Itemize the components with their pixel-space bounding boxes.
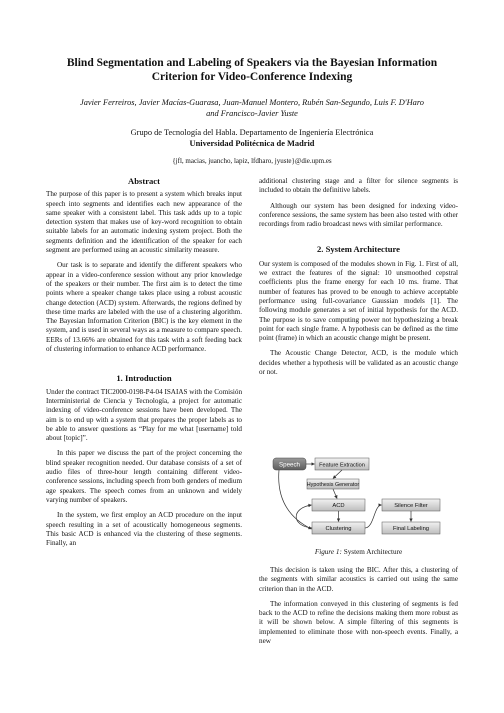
affiliation-university: Universidad Politécnica de Madrid <box>189 139 315 148</box>
final-labeling-block <box>382 522 440 534</box>
paper-title <box>40 56 464 84</box>
affiliation-group: Grupo de Tecnología del Habla. Departamento de Ingeniería Electrónica <box>130 128 374 137</box>
title-line-2: Criterion for Video-Conference Indexing <box>151 71 353 83</box>
author-emails: {jfl, macias, juancho, lapiz, lfdharo, jyuste}@die.upm.es <box>172 157 332 165</box>
svg-text:Feature Extraction: Feature Extraction <box>319 462 365 469</box>
introduction-paragraph-2: In this paper we discuss the part of the project concerning the blind speaker recognition needed. Our database consists of a set of audio files of three-hour length containing different video-conference sessions, including speech from both genders of medium age speakers. The speech comes from an unknown and widely varying number of speakers. <box>46 449 242 504</box>
right-column-top <box>259 177 458 377</box>
architecture-paragraph-1: Our system is composed of the modules shown in Fig. 1. First of all, we extract the features of the signal: 10 unsmoothed cepstral coefficients plus the frame energy for each 10 ms. frame. That number of features has proved to be enough to achieve acceptable performance using full-covariance Gaussian models [1]. The following module generates a set of initial hypothesis for the ACD. The purpose is to save computing power not hypothesizing a break point for each single frame. A hypothesis can be defined as the time point (frame) in which an acoustic change might be present. <box>259 259 458 343</box>
clustering-block <box>312 522 365 534</box>
authors-line-1: Javier Ferreiros, Javier Macías-Guarasa, Juan-Manuel Montero, Rubén San-Segundo, Luis F. D'Haro <box>80 98 424 107</box>
authors-line-2: and Francisco-Javier Yuste <box>206 109 298 118</box>
introduction-paragraph-1: Under the contract TIC2000-0198-P4-04 ISAIAS with the Comisión Interministerial de Ciencia y Tecnología, a project for automatic indexing of video-conference sessions have been developed. The aim is to end up with a system that prepares the proper labels as to be able to answer questions as “Play for me what [username] told about [topic]”. <box>46 387 243 443</box>
architecture-heading: 2. System Architecture <box>317 244 400 255</box>
feature-extraction-block <box>315 458 369 470</box>
abstract-heading: Abstract <box>128 176 160 186</box>
introduction-heading: 1. Introduction <box>116 373 172 384</box>
left-column <box>46 177 242 548</box>
arrow-speech-to-clustering <box>279 470 312 529</box>
svg-text:ACD: ACD <box>332 503 345 510</box>
diagram-arrows <box>279 461 411 529</box>
broadcast-paragraph: Although our system has been designed for indexing video-conference sessions, the same system has been also tested with other recordings from radio broadcast news with similar performance. <box>259 201 458 229</box>
continued-paragraph: additional clustering stage and a filter for silence segments is included to obtain the definitive labels. <box>259 177 458 195</box>
figure-caption <box>259 548 458 557</box>
acd-block <box>312 499 365 511</box>
abstract-paragraph-1: The purpose of this paper is to present a system which breaks input speech into segments and identifies each new appearance of the same speaker with a consistent label. This task adds up to a topic detection system that makes use of key-word recognition to obtain suitable labels for an automatic indexing system project. Both the segments definition and the identification of the speaker for each segment are performed using an acoustic similarity measure. <box>46 190 242 255</box>
abstract-paragraph-2: Our task is to separate and identify the different speakers who appear in a video-conference session without any prior knowledge of the speakers or their number. The first aim is to detect the time points where a speaker change takes place using a robust acoustic change detection (ACD) system. Afterwards, the regions defined by these time marks are labeled with the use of a clustering algorithm. The Bayesian Information Criterion (BIC) is the key element in the system, and is used in several ways as a measure to compare speech. EERs of 13.66% are obtained for this task with a soft feeding back of clustering information to enhance ACD performance. <box>46 261 242 354</box>
svg-text:Silence Filter: Silence Filter <box>394 503 428 510</box>
arrow-hypothesis-to-acd <box>333 489 337 499</box>
svg-text:Hypothesis Generator: Hypothesis Generator <box>306 482 360 489</box>
arrow-clustering-to-silence <box>365 505 382 528</box>
title-line-1: Blind Segmentation and Labeling of Speakers via the Bayesian Information <box>66 57 438 69</box>
right-column-bottom <box>259 566 458 646</box>
caption-label: Figure 1: <box>314 548 342 556</box>
arrow-features-to-hypothesis <box>333 470 342 479</box>
svg-text:Clustering: Clustering <box>325 526 352 533</box>
affiliation <box>40 127 464 149</box>
speech-block <box>273 458 306 470</box>
introduction-paragraph-3: In the system, we first employ an ACD procedure on the input speech resulting in a set of acoustically homogeneous segments. This basic ACD is enhanced via the clustering of these segments. Finally, an <box>46 511 242 548</box>
system-architecture-figure <box>271 454 447 540</box>
feedback-paragraph: The information conveyed in this clustering of segments is fed back to the ACD to refine the decisions making them more robust as it will be shown below. A simple filtering of this segments is implemented to eliminate those with non-speech events. Finally, a new <box>259 599 458 646</box>
svg-text:Speech: Speech <box>279 461 300 469</box>
author-list <box>40 97 464 119</box>
caption-text: System Architecture <box>341 548 403 556</box>
svg-text:Final Labeling: Final Labeling <box>392 526 430 533</box>
decision-paragraph: This decision is taken using the BIC. After this, a clustering of the segments with similar acoustics is carried out using the same criterion than in the ACD. <box>259 566 458 593</box>
hypothesis-generator-block <box>307 479 360 489</box>
silence-filter-block <box>382 499 440 511</box>
architecture-paragraph-2: The Acoustic Change Detector, ACD, is the module which decides whether a hypothesis will be validated as an acoustic change or not. <box>259 349 458 377</box>
